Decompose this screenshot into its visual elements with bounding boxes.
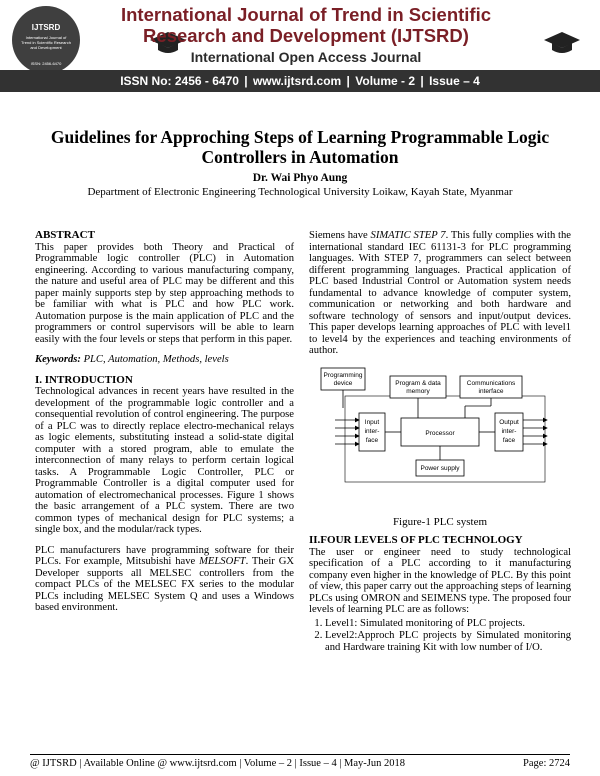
graduation-cap-icon [542, 30, 582, 56]
programming-device-label: device [333, 379, 353, 387]
issn: ISSN No: 2456 - 6470 [120, 74, 239, 88]
right-para-1 [309, 230, 571, 357]
journal-title: International Journal of Trend in Scientific Research and Development (IJTSRD) [120, 4, 492, 46]
input-label: Input [364, 418, 380, 426]
levels-list [309, 618, 571, 654]
processor-label: Processor [425, 429, 455, 437]
introduction-heading: I. INTRODUCTION [35, 373, 133, 386]
introduction-para-1: Technological advances in recent years have resulted in the development of the programmable logic controller and a consequential revolution of control engineering. The purpose of a PLC was to directly replace electro-mechanical relays as logic elements, substituting instead a solid-state digital computer with a stored program, able to emulate the interconnection of many relays to perform certain logical tasks. A Programmable Logic Controller, PLC or Programmable Controller is a digital computer used for automation of electromechanical processes. Figure 1 shows the basic arrangement of a PLC system. There are two common types of mechanical design for PLC systems; a single box, and the modular/rack types. [35, 386, 294, 535]
paper-title: Guidelines for Approching Steps of Learning Programmable Logic Controllers in Automation [50, 127, 550, 167]
logo-abbr: IJTSRD [31, 23, 61, 32]
software-name: SIMATIC STEP 7 [370, 230, 446, 241]
abstract-text: This paper provides both Theory and Practical of Programmable logic controller (PLC) in Automation engineering. According to various manufacturing company, the nature and useful area of PLC may be different and this paper mainly supports step by step approaching methods to be familiar with what is PLC and how PLC work. Automation purpose is the main application of PLC and the programmers or control supervisors will be able to learn easily with the four levels or steps that perform in this paper. [35, 241, 294, 345]
program-memory-label: memory [406, 387, 430, 395]
footer-citation: @ IJTSRD | Available Online @ www.ijtsrd.com | Volume – 2 | Issue – 4 | May-Jun 2018 [30, 758, 406, 769]
output-label: Output [499, 418, 519, 426]
journal-header [0, 0, 600, 92]
input-label: face [365, 436, 379, 444]
journal-meta-bar: ISSN No: 2456 - 6470 | www.ijtsrd.com | Volume - 2 | Issue – 4 [0, 70, 600, 92]
website-link[interactable]: www.ijtsrd.com [252, 74, 342, 88]
logo-ring-text: International Journal of Trend in Scientific Research and Development [21, 35, 71, 50]
list-item: 1. Level1: Simulated monitoring of PLC projects. [325, 618, 571, 630]
figure-caption: Figure-1 PLC system [392, 515, 488, 528]
keywords [35, 354, 294, 366]
keywords-text: PLC, Automation, Methods, levels [83, 354, 229, 365]
right-column [309, 230, 571, 654]
journal-subtitle: International Open Access Journal [190, 49, 422, 65]
introduction-para-2 [35, 545, 294, 614]
section-2-heading: II.FOUR LEVELS OF PLC TECHNOLOGY [309, 534, 523, 546]
text-run: . Their GX Developer supports all MELSEC controllers from the compact PLCs of the MELSEC FX series to the modular PLCs including MELSEC System Q and uses a Windows based environment. [35, 556, 294, 613]
comms-label: Communications [466, 379, 516, 387]
volume: Volume - 2 [355, 74, 416, 88]
page-footer [30, 754, 570, 769]
program-memory-label: Program & data [395, 379, 441, 387]
author-name: Dr. Wai Phyo Aung [252, 172, 348, 184]
programming-device-label: Programming [323, 371, 363, 379]
logo-issn: ISSN: 2456-6470 [30, 61, 62, 66]
power-supply-label: Power supply [420, 464, 460, 472]
issue: Issue – 4 [429, 74, 480, 88]
comms-label: interface [478, 387, 504, 395]
text-run: PLC manufacturers have programming software for their PLCs. For example, Mitsubishi have [35, 544, 294, 567]
text-run: . This fully complies with the international standard IEC 61131-3 for PLC programming languages. With STEP 7, programmers can select between different programming languages. Practical application of PLC based Industrial Control or Automation system needs fundamental to advance knowledge of computer system, communication or networking and both hardware and software technology of sensors and input/output devices. This paper develops learning approaches of PLC with level1 to level4 by the experiences and teaching environments of author. [309, 230, 571, 356]
output-label: face [502, 436, 516, 444]
page-number: Page: 2724 [523, 758, 570, 769]
software-name: MELSOFT [199, 556, 246, 567]
author-affiliation: Department of Electronic Engineering Technological University Loikaw, Kayah State, Myanmar [87, 186, 513, 198]
section-2-text: The user or engineer need to study technological specification of a PLC according to it manufacturing company even higher in the knowledge of PLC. By this point of view, this paper carry out the approaching steps of learning PLCs using OMRON and SEIMENS type. The proposed four levels of learning PLC are as follows: [309, 546, 572, 615]
list-item: 2. Level2:Approch PLC projects by Simulated monitoring and Hardware training Kit with low number of I/O. [325, 630, 571, 653]
journal-logo [12, 6, 80, 74]
input-label: inter- [364, 427, 380, 435]
text-run: Siemens have [309, 230, 371, 241]
left-column [35, 230, 294, 623]
abstract-heading: ABSTRACT [35, 229, 95, 241]
output-label: inter- [501, 427, 517, 435]
plc-system-figure [309, 366, 571, 514]
keywords-label: Keywords: [35, 354, 81, 365]
